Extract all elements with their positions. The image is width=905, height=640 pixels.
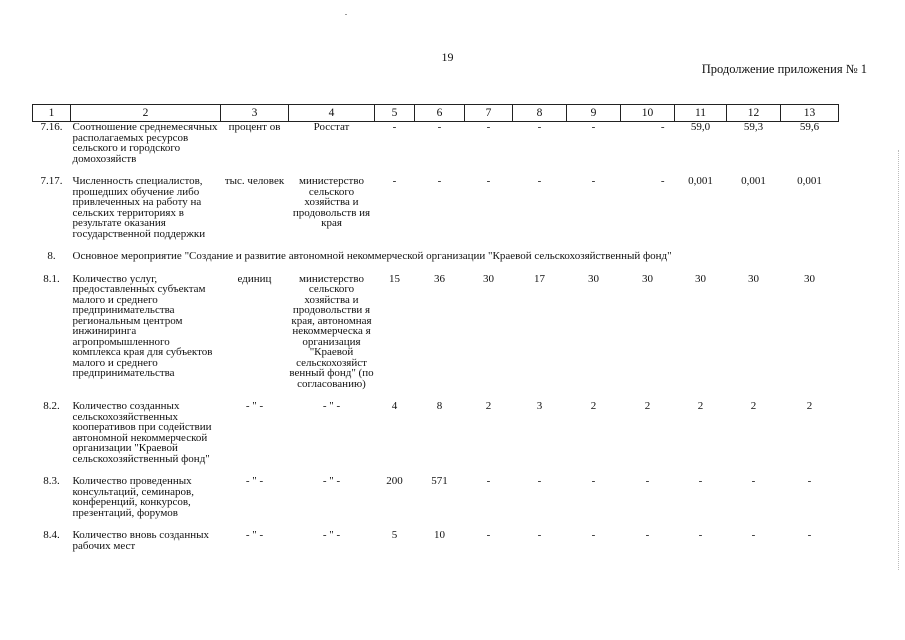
value-cell: 4 <box>391 400 398 412</box>
value-cell: - <box>537 475 542 487</box>
value-cell: 15 <box>389 272 400 285</box>
value-cell: 30 <box>642 272 653 285</box>
data-source: - " - <box>322 529 341 541</box>
value-cell: 2 <box>750 400 757 412</box>
value-cell: - <box>660 175 665 187</box>
value-cell: - <box>807 529 812 541</box>
value-cell: - <box>591 175 596 187</box>
table-row <box>33 122 839 165</box>
value-cell: - <box>698 475 703 487</box>
column-number: 2 <box>71 105 221 122</box>
indicator-table <box>32 104 839 551</box>
value-cell: 0,001 <box>797 175 822 187</box>
table-row <box>33 401 839 464</box>
column-number: 4 <box>289 105 375 122</box>
indicator-name: Количество созданных сельскохозяйственных кооперативов при содействии автономной некоммерческой организации "Краевой сельскохозяйственный фонд" <box>72 400 212 465</box>
value-cell: 30 <box>695 272 706 285</box>
scan-edge-dots <box>898 150 900 570</box>
unit-of-measure: процент ов <box>228 121 281 133</box>
unit-of-measure: тыс. человек <box>224 175 285 187</box>
data-source: - " - <box>322 400 341 412</box>
row-number: 8.1. <box>43 272 60 285</box>
column-number: 5 <box>375 105 415 122</box>
row-number: 8.2. <box>43 400 60 412</box>
value-cell: - <box>591 121 596 133</box>
value-cell: - <box>486 475 491 487</box>
unit-of-measure: - " - <box>245 400 264 412</box>
value-cell: 59,0 <box>690 121 711 133</box>
value-cell: 30 <box>748 272 759 285</box>
value-cell: 36 <box>434 272 445 285</box>
page-number: 19 <box>441 50 454 64</box>
data-source: - " - <box>322 475 341 487</box>
column-number: 13 <box>781 105 839 122</box>
value-cell: 8 <box>436 400 443 412</box>
column-number: 8 <box>513 105 567 122</box>
column-number: 10 <box>621 105 675 122</box>
unit-of-measure: единиц <box>237 272 272 285</box>
column-number: 6 <box>415 105 465 122</box>
data-source: министерство сельского хозяйства и продовольстви я края, автономная некоммерческа я организация "Краевой сельскохозяйст венный фонд" (по согласованию) <box>289 272 374 390</box>
table-row <box>33 274 839 390</box>
value-cell: - <box>537 175 542 187</box>
value-cell: 59,6 <box>799 121 820 133</box>
event-row <box>33 251 839 262</box>
scan-speck <box>345 14 347 15</box>
row-number: 7.16. <box>40 121 63 133</box>
event-title: Основное мероприятие "Создание и развитие автономной некоммерческой организации "Краевой сельскохозяйственный фонд" <box>72 250 672 262</box>
value-cell: 2 <box>697 400 704 412</box>
value-cell: - <box>807 475 812 487</box>
table-row <box>33 176 839 239</box>
value-cell: - <box>392 121 397 133</box>
value-cell: - <box>591 529 596 541</box>
row-number: 8.4. <box>43 529 60 541</box>
column-number: 9 <box>567 105 621 122</box>
column-number: 12 <box>727 105 781 122</box>
data-source: министерство сельского хозяйства и продовольств ия края <box>292 175 371 229</box>
indicator-name: Численность специалистов, прошедших обучение либо привлеченных на работу на сельских территориях в результате оказания государственной поддержки <box>72 175 206 240</box>
indicator-name: Количество услуг, предоставленных субъектам малого и среднего предпринимательства региональным центром инжиниринга агропромышленного комплекса края для субъектов малого и среднего предпринимательства <box>72 272 213 379</box>
value-cell: 0,001 <box>741 175 766 187</box>
indicator-name: Соотношение среднемесячных располагаемых ресурсов сельского и городского домохозяйств <box>72 121 218 165</box>
row-number: 8. <box>47 250 56 262</box>
value-cell: 5 <box>391 529 398 541</box>
column-number: 7 <box>465 105 513 122</box>
indicator-name: Количество вновь созданных рабочих мест <box>72 529 209 552</box>
unit-of-measure: - " - <box>245 529 264 541</box>
value-cell: - <box>537 121 542 133</box>
value-cell: - <box>486 529 491 541</box>
unit-of-measure: - " - <box>245 475 264 487</box>
value-cell: - <box>645 529 650 541</box>
value-cell: - <box>660 121 665 133</box>
value-cell: - <box>486 121 491 133</box>
value-cell: 2 <box>806 400 813 412</box>
indicator-name: Количество проведенных консультаций, семинаров, конференций, конкурсов, презентаций, форумов <box>72 475 194 519</box>
value-cell: - <box>698 529 703 541</box>
value-cell: - <box>751 475 756 487</box>
value-cell: 571 <box>431 475 448 487</box>
value-cell: 59,3 <box>743 121 764 133</box>
column-number: 1 <box>33 105 71 122</box>
value-cell: 3 <box>536 400 543 412</box>
column-number: 11 <box>675 105 727 122</box>
value-cell: - <box>437 121 442 133</box>
column-numbers-row <box>33 105 839 122</box>
value-cell: 17 <box>534 272 545 285</box>
value-cell: 10 <box>434 529 445 541</box>
value-cell: - <box>645 475 650 487</box>
table-row <box>33 530 839 551</box>
value-cell: 2 <box>644 400 651 412</box>
value-cell: - <box>751 529 756 541</box>
value-cell: - <box>591 475 596 487</box>
value-cell: - <box>537 529 542 541</box>
value-cell: - <box>437 175 442 187</box>
value-cell: 30 <box>804 272 815 285</box>
data-source: Росстат <box>313 121 350 133</box>
value-cell: 2 <box>485 400 492 412</box>
row-number: 8.3. <box>43 475 60 487</box>
value-cell: 2 <box>590 400 597 412</box>
column-number: 3 <box>221 105 289 122</box>
value-cell: - <box>392 175 397 187</box>
value-cell: 30 <box>588 272 599 285</box>
appendix-continuation-note: Продолжение приложения № 1 <box>701 62 867 76</box>
row-number: 7.17. <box>40 175 63 187</box>
value-cell: 0,001 <box>688 175 713 187</box>
value-cell: - <box>486 175 491 187</box>
table-row <box>33 476 839 518</box>
value-cell: 200 <box>386 475 403 487</box>
value-cell: 30 <box>483 272 494 285</box>
